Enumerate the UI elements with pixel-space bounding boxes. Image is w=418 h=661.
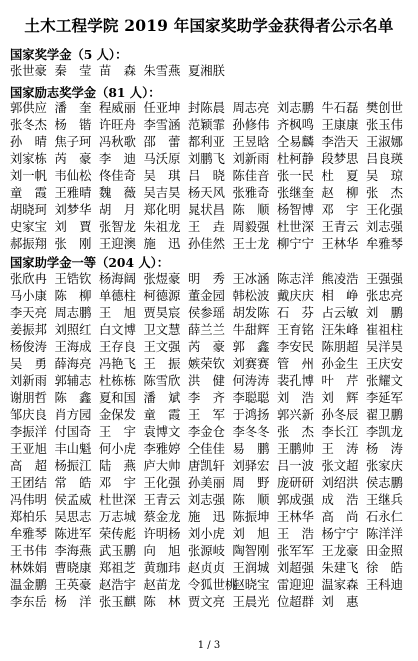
recipient-name: 李冬冬 (232, 425, 270, 439)
recipient-name: 贾昊宸 (143, 306, 181, 320)
recipient-name: 赵贞贞 (188, 561, 225, 575)
recipient-name: 吴吉昊 (143, 186, 181, 200)
recipient-name: 程威丽 (99, 101, 136, 115)
recipient-name: 王青云 (321, 220, 359, 234)
recipient-name: 谢朋哲 (10, 391, 47, 405)
recipient-name: 吴洋昊 (366, 340, 403, 354)
recipient-name: 胡晓珂 (10, 203, 47, 217)
recipient-name: 薛海亮 (54, 357, 92, 371)
recipient-name: 李金仓 (188, 425, 225, 439)
recipient-name: 王冰涵 (232, 272, 270, 286)
recipient-name: 高 超 (10, 459, 47, 473)
recipient-name: 张源岐 (188, 544, 225, 558)
recipient-name: 徐 皓 (366, 561, 403, 575)
recipient-name: 张欣冉 (10, 272, 47, 286)
recipient-name: 石 芬 (277, 306, 314, 320)
recipient-name: 周 野 (232, 476, 270, 490)
recipient-name: 杨 洋 (54, 595, 92, 609)
recipient-name: 许明杨 (143, 527, 181, 541)
recipient-name: 潘 奎 (54, 101, 92, 115)
recipient-name: 崔祖柱 (366, 323, 403, 337)
recipient-name: 张雅奇 (232, 186, 270, 200)
recipient-name: 郑化明 (143, 203, 181, 217)
recipient-name: 刘梦华 (54, 203, 92, 217)
recipient-name: 杨俊涛 (10, 340, 47, 354)
recipient-name: 吴 琪 (143, 169, 181, 183)
recipient-name: 郭兴新 (277, 408, 314, 422)
recipient-name: 王庆安 (366, 357, 403, 371)
recipient-name: 刘小虎 (188, 527, 225, 541)
recipient-name: 吴思志 (54, 510, 92, 524)
recipient-name: 刘驿宏 (232, 459, 270, 473)
recipient-name: 孙修伟 (232, 118, 270, 132)
recipient-name: 芮 豪 (188, 340, 225, 354)
recipient-name: 陈雪欣 (143, 374, 181, 388)
recipient-name: 汪朱峰 (321, 323, 359, 337)
recipient-name: 刘超强 (277, 561, 314, 575)
recipient-name: 冯艳飞 (99, 357, 136, 371)
recipient-name: 丰山魁 (54, 442, 92, 456)
recipient-name: 王士龙 (232, 237, 270, 251)
recipient-name: 杜 夏 (321, 169, 359, 183)
recipient-name: 王青云 (143, 493, 181, 507)
recipient-name: 芮 豪 (54, 152, 92, 166)
recipient-name: 侯孟威 (54, 493, 92, 507)
recipient-name: 王亚旭 (10, 442, 47, 456)
recipient-name: 陈 林 (143, 595, 181, 609)
section-heading-national-scholarship: 国家奖学金（5 人）： (10, 47, 128, 62)
recipient-name: 童 霞 (143, 408, 181, 422)
recipient-name: 裴孔博 (277, 374, 314, 388)
recipient-name: 易 鹏 (232, 442, 270, 456)
recipient-name: 张家庆 (366, 459, 403, 473)
recipient-name: 王英豪 (54, 578, 92, 592)
recipient-name: 张耀文 (366, 374, 403, 388)
recipient-name: 武玉鹏 (99, 544, 136, 558)
recipient-name: 王淑娜 (366, 135, 403, 149)
recipient-name: 邓 宇 (99, 476, 136, 490)
recipient-name: 刘照红 (54, 323, 92, 337)
recipient-name: 冯伟明 (10, 493, 47, 507)
recipient-name: 李 迪 (99, 152, 136, 166)
section-heading-first-class-grant: 国家助学金一等（204 人）： (10, 255, 170, 270)
recipient-name: 刘赛赛 (232, 357, 270, 371)
recipient-name: 熊凌浩 (321, 272, 359, 286)
recipient-name: 齐枫鸣 (277, 118, 314, 132)
recipient-name: 刘新雨 (10, 374, 47, 388)
recipient-name: 洪 健 (188, 374, 225, 388)
recipient-name: 王科迪 (366, 578, 403, 592)
recipient-name: 李雅婷 (143, 442, 181, 456)
recipient-name: 陈 顺 (232, 493, 270, 507)
recipient-name: 张军军 (277, 544, 314, 558)
recipient-name: 袁博文 (143, 425, 181, 439)
recipient-name: 秦 莹 (54, 64, 92, 78)
recipient-name: 周志鹏 (54, 306, 92, 320)
recipient-name: 令狐世桃 (188, 578, 238, 592)
recipient-name: 孙冬辰 (321, 408, 359, 422)
recipient-name: 刘 賈 (54, 220, 92, 234)
recipient-name: 温家森 (321, 578, 359, 592)
recipient-name: 邵 蕾 (143, 135, 181, 149)
recipient-name: 李凯龙 (366, 425, 403, 439)
recipient-name: 李聪聪 (232, 391, 270, 405)
recipient-name: 夏和国 (99, 391, 136, 405)
recipient-name: 仝易麟 (277, 135, 314, 149)
recipient-name: 陈 柳 (54, 289, 92, 303)
recipient-name: 杨海阔 (99, 272, 136, 286)
recipient-name: 刘志鹏 (277, 101, 314, 115)
recipient-name: 柯德源 (143, 289, 181, 303)
recipient-name: 蔡金龙 (143, 510, 181, 524)
recipient-name: 王文强 (143, 340, 181, 354)
recipient-name: 刘新雨 (232, 152, 270, 166)
recipient-name: 柳宁宁 (277, 237, 314, 251)
recipient-name: 封陈晨 (188, 101, 225, 115)
recipient-name: 牟雅琴 (366, 237, 403, 251)
recipient-name: 韩松波 (232, 289, 270, 303)
recipient-name: 苗 森 (99, 64, 136, 78)
recipient-name: 王存良 (99, 340, 136, 354)
recipient-name: 王 军 (188, 408, 225, 422)
recipient-name: 向 旭 (143, 544, 181, 558)
recipient-name: 夏湘朕 (188, 64, 225, 78)
recipient-name: 何小虎 (99, 442, 136, 456)
recipient-name: 陈 顺 (232, 203, 270, 217)
recipient-name: 郭供应 (10, 101, 47, 115)
recipient-name: 李浩天 (321, 135, 359, 149)
recipient-name: 杜世深 (277, 220, 314, 234)
recipient-name: 吕良瑛 (366, 152, 403, 166)
recipient-name: 王 振 (143, 357, 181, 371)
recipient-name: 朱建飞 (321, 561, 359, 575)
recipient-name: 陈洋洋 (366, 527, 403, 541)
recipient-name: 张 刚 (54, 237, 92, 251)
recipient-name: 赵 柳 (321, 186, 359, 200)
recipient-name: 何涛涛 (232, 374, 270, 388)
recipient-name: 杨宁宁 (321, 527, 359, 541)
recipient-name: 常 皓 (54, 476, 92, 490)
recipient-name: 陈振坤 (232, 510, 270, 524)
recipient-name: 任亚坤 (143, 101, 181, 115)
recipient-name: 陈志洋 (277, 272, 314, 286)
recipient-name: 戴庆庆 (277, 289, 314, 303)
recipient-name: 王锆钦 (54, 272, 92, 286)
recipient-name: 杜柯静 (277, 152, 314, 166)
recipient-name: 王林华 (321, 237, 359, 251)
recipient-name: 马小康 (10, 289, 47, 303)
recipient-name: 张 杰 (366, 186, 403, 200)
recipient-name: 王迎澳 (99, 237, 136, 251)
recipient-name: 郑柏乐 (10, 510, 47, 524)
recipient-name: 魏 薇 (99, 186, 136, 200)
recipient-name: 黄珈玮 (143, 561, 181, 575)
recipient-name: 杜栋栋 (99, 374, 136, 388)
recipient-name: 董金园 (188, 289, 225, 303)
recipient-name: 刘鹏飞 (188, 152, 225, 166)
recipient-name: 吕 晓 (188, 169, 225, 183)
recipient-name: 王润城 (232, 561, 270, 575)
recipient-name: 付国奇 (54, 425, 92, 439)
recipient-name: 赵浩宇 (99, 578, 136, 592)
recipient-name: 朱祖龙 (143, 220, 181, 234)
recipient-name: 荣传彪 (99, 527, 136, 541)
recipient-name: 赵晓宝 (232, 578, 270, 592)
recipient-name: 李振洋 (10, 425, 47, 439)
recipient-name: 白文博 (99, 323, 136, 337)
recipient-name: 周志亮 (232, 101, 270, 115)
recipient-name: 张忠亮 (366, 289, 403, 303)
recipient-name: 杨天风 (188, 186, 225, 200)
recipient-name: 刘 鹏 (366, 306, 403, 320)
recipient-name: 刘家栋 (10, 152, 47, 166)
recipient-name: 张文超 (321, 459, 359, 473)
recipient-name: 成 浩 (321, 493, 359, 507)
recipient-name: 赵苗龙 (143, 578, 181, 592)
recipient-name: 樊创世 (366, 101, 403, 115)
recipient-name: 薛兰兰 (188, 323, 225, 337)
recipient-name: 李天亮 (10, 306, 47, 320)
recipient-name: 李海燕 (54, 544, 92, 558)
recipient-name: 陈进军 (54, 527, 92, 541)
recipient-name: 刘 浩 (277, 391, 314, 405)
recipient-name: 牟雅琴 (10, 527, 47, 541)
recipient-name: 许旺舟 (99, 118, 136, 132)
recipient-name: 佟佳奇 (99, 169, 136, 183)
recipient-name: 邓 宇 (321, 203, 359, 217)
recipient-name: 王育铭 (277, 323, 314, 337)
recipient-name: 单德柱 (99, 289, 136, 303)
recipient-name: 王雅晴 (54, 186, 92, 200)
recipient-name: 石永仁 (366, 510, 403, 524)
recipient-name: 相 峥 (321, 289, 359, 303)
recipient-name: 王昱晗 (232, 135, 270, 149)
recipient-name: 王 涛 (321, 442, 359, 456)
recipient-name: 张冬杰 (10, 118, 47, 132)
recipient-name: 张玉麒 (99, 595, 136, 609)
recipient-name: 潘 斌 (143, 391, 181, 405)
recipient-name: 张智龙 (99, 220, 136, 234)
recipient-name: 张玉伟 (366, 118, 403, 132)
recipient-name: 陈佳音 (232, 169, 270, 183)
recipient-name: 李延军 (366, 391, 403, 405)
recipient-name: 张 杰 (277, 425, 314, 439)
recipient-name: 牛石磊 (321, 101, 359, 115)
recipient-name: 王龙豪 (321, 544, 359, 558)
recipient-name: 肖方园 (54, 408, 92, 422)
recipient-name: 胡发陈 (232, 306, 270, 320)
recipient-name: 孙佳然 (188, 237, 225, 251)
recipient-name: 邹庆良 (10, 408, 47, 422)
recipient-name: 马沃原 (143, 152, 181, 166)
recipient-name: 吴 勇 (10, 357, 47, 371)
recipient-name: 姜振邦 (10, 323, 47, 337)
recipient-name: 张煜豪 (143, 272, 181, 286)
page-number: 1 / 3 (197, 640, 221, 651)
recipient-name: 段梦思 (321, 152, 359, 166)
recipient-name: 刘 旭 (232, 527, 270, 541)
recipient-name: 刘志强 (188, 493, 225, 507)
recipient-name: 嫉荣钦 (188, 357, 225, 371)
section-heading-inspirational-scholarship: 国家励志奖学金（81 人）： (10, 85, 161, 100)
recipient-name: 童 霞 (10, 186, 47, 200)
recipient-name: 刘志强 (366, 220, 403, 234)
recipient-name: 侯参瑶 (188, 306, 225, 320)
recipient-name: 施 迅 (188, 510, 225, 524)
recipient-name: 郝振翔 (10, 237, 47, 251)
recipient-name: 王 宇 (99, 425, 136, 439)
recipient-name: 孙美丽 (188, 476, 225, 490)
recipient-name: 杨智博 (277, 203, 314, 217)
recipient-name: 杨 锴 (54, 118, 92, 132)
recipient-name: 张一民 (277, 169, 314, 183)
recipient-name: 仝佳佳 (188, 442, 225, 456)
recipient-name: 王书伟 (10, 544, 47, 558)
recipient-name: 高 尚 (321, 510, 359, 524)
recipient-name: 王化强 (143, 476, 181, 490)
recipient-name: 刘一帆 (10, 169, 47, 183)
recipient-name: 李长江 (321, 425, 359, 439)
recipient-name: 翟卫鹏 (366, 408, 403, 422)
recipient-name: 陆 燕 (99, 459, 136, 473)
recipient-name: 郭 鑫 (232, 340, 270, 354)
recipient-name: 牛甜辉 (232, 323, 270, 337)
recipient-name: 杨 涛 (366, 442, 403, 456)
recipient-name: 韦仙松 (54, 169, 92, 183)
recipient-name: 庞研研 (277, 476, 314, 490)
recipient-name: 孙 晴 (10, 135, 47, 149)
recipient-name: 吕一波 (277, 459, 314, 473)
recipient-name: 郑祖芝 (99, 561, 136, 575)
recipient-name: 王 浩 (277, 527, 314, 541)
recipient-name: 胡 月 (99, 203, 136, 217)
recipient-name: 陈朋超 (321, 340, 359, 354)
recipient-name: 施 迅 (143, 237, 181, 251)
recipient-name: 明 秀 (188, 272, 225, 286)
recipient-name: 庐大帅 (143, 459, 181, 473)
recipient-name: 王海成 (54, 340, 92, 354)
recipient-name: 杜世深 (99, 493, 136, 507)
recipient-name: 王 垚 (188, 220, 225, 234)
recipient-name: 杨振江 (54, 459, 92, 473)
recipient-name: 王团结 (10, 476, 47, 490)
recipient-name: 冯秋歌 (99, 135, 136, 149)
recipient-name: 李安民 (277, 340, 314, 354)
recipient-name: 田金照 (366, 544, 403, 558)
recipient-name: 焦子珂 (54, 135, 92, 149)
recipient-name: 侯志鹏 (366, 476, 403, 490)
recipient-name: 王强强 (366, 272, 403, 286)
recipient-name: 晁状昌 (188, 203, 225, 217)
recipient-name: 范颖霏 (188, 118, 225, 132)
recipient-name: 温金鹏 (10, 578, 47, 592)
recipient-name: 王 旭 (99, 306, 136, 320)
recipient-name: 叶 芹 (321, 374, 359, 388)
recipient-name: 卫文慧 (143, 323, 181, 337)
recipient-name: 王化强 (366, 203, 403, 217)
recipient-name: 占云敏 (321, 306, 359, 320)
recipient-name: 刘 辉 (321, 391, 359, 405)
recipient-name: 曹晓康 (54, 561, 92, 575)
recipient-name: 刘绍洪 (321, 476, 359, 490)
recipient-name: 王林华 (277, 510, 314, 524)
recipient-name: 陶智刚 (232, 544, 270, 558)
recipient-name: 都利亚 (188, 135, 225, 149)
recipient-name: 孙金生 (321, 357, 359, 371)
recipient-name: 贾文亮 (188, 595, 225, 609)
recipient-name: 李雪涵 (143, 118, 181, 132)
document-title: 土木工程学院 2019 年国家奖助学金获得者公示名单 (24, 16, 394, 35)
recipient-name: 张世豪 (10, 64, 47, 78)
recipient-name: 管 州 (277, 357, 314, 371)
recipient-name: 陈 鑫 (54, 391, 92, 405)
recipient-name: 张继奎 (277, 186, 314, 200)
recipient-name: 雷迎迎 (277, 578, 314, 592)
recipient-name: 郭辅志 (54, 374, 92, 388)
recipient-name: 王鹏帅 (277, 442, 314, 456)
recipient-name: 王康康 (321, 118, 359, 132)
recipient-name: 万志城 (99, 510, 136, 524)
recipient-name: 位超群 (277, 595, 314, 609)
recipient-name: 王继兵 (366, 493, 403, 507)
recipient-name: 李东岳 (10, 595, 47, 609)
recipient-name: 刘 惠 (321, 595, 359, 609)
recipient-name: 林姝娟 (10, 561, 47, 575)
recipient-name: 唐凯轩 (188, 459, 225, 473)
recipient-name: 金保发 (99, 408, 136, 422)
recipient-name: 李 齐 (188, 391, 225, 405)
recipient-name: 吴 琼 (366, 169, 403, 183)
recipient-name: 王晨光 (232, 595, 270, 609)
recipient-name: 周毅强 (232, 220, 270, 234)
recipient-name: 郭成强 (277, 493, 314, 507)
recipient-name: 史家宝 (10, 220, 47, 234)
recipient-name: 于鸿扬 (232, 408, 270, 422)
recipient-name: 朱雪燕 (143, 64, 181, 78)
